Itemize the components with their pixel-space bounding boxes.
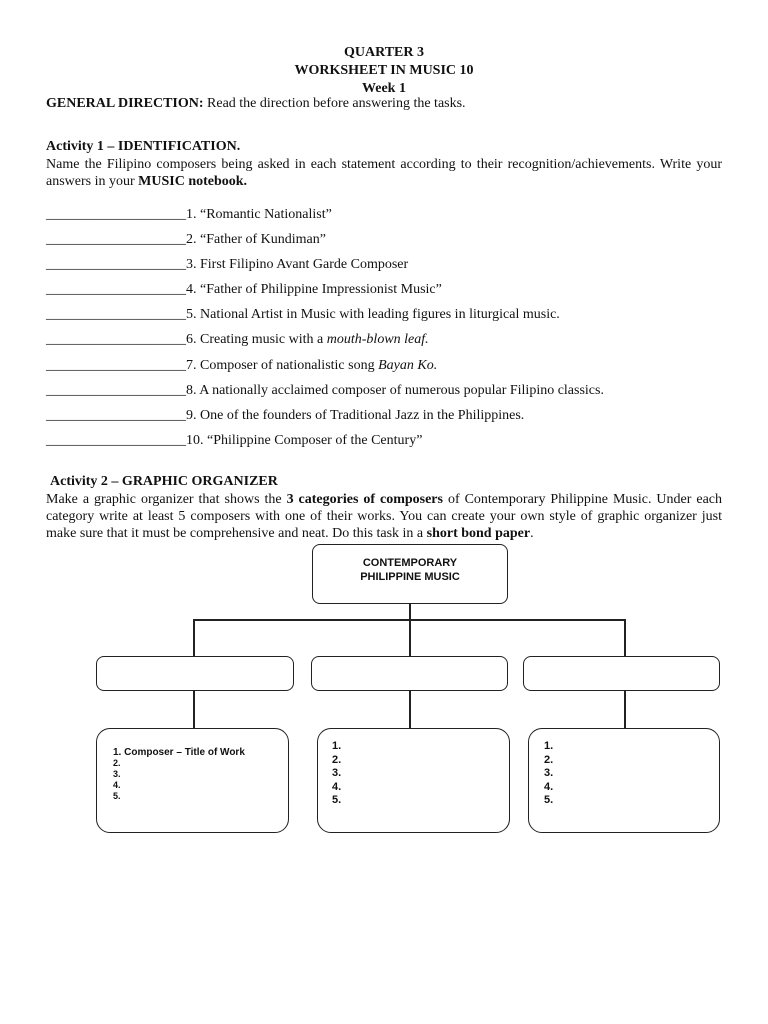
connector-line (409, 691, 411, 728)
connector-line (624, 691, 626, 728)
activity2-text-3: . (530, 526, 534, 541)
list-item: 5. (113, 791, 121, 801)
activity1-instruction-text: Name the Filipino composers being asked in each statement according to their recognition/achievements. Write your answers in your (46, 157, 722, 189)
list-item: 1. (332, 740, 342, 752)
question-text: 7. Composer of nationalistic song (186, 358, 379, 373)
activity1-title: Activity 1 – IDENTIFICATION. (46, 139, 241, 154)
list-item: 5. (332, 794, 342, 806)
connector-line (624, 619, 626, 656)
composer-list-box-right (528, 728, 720, 833)
list-item: 1. (544, 740, 554, 752)
quarter-heading: QUARTER 3 (343, 45, 424, 60)
question-text: 2. “Father of Kundiman” (186, 232, 326, 247)
composer-list-box-left (96, 728, 289, 833)
answer-blank: ____________________ (46, 408, 186, 423)
week-heading: Week 1 (362, 81, 406, 96)
answer-blank: ____________________ (46, 383, 186, 398)
question-text: 3. First Filipino Avant Garde Composer (186, 257, 409, 272)
question-text: 9. One of the founders of Traditional Jazz in the Philippines. (186, 408, 525, 423)
connector-line (193, 691, 195, 728)
list-item: 2. (544, 753, 554, 766)
connector-line (409, 619, 411, 656)
question-text: 5. National Artist in Music with leading figures in liturgical music. (186, 307, 560, 322)
answer-blank: ____________________ (46, 332, 186, 347)
question-item (46, 432, 726, 450)
composer-list-middle (332, 740, 341, 808)
list-item: 4. (332, 780, 342, 793)
list-item: 3. (332, 767, 342, 779)
list-item: 1. Composer – Title of Work (113, 747, 245, 758)
general-direction-label: GENERAL DIRECTION: (46, 96, 204, 111)
list-item: 3. (544, 767, 554, 779)
answer-blank: ____________________ (46, 433, 186, 448)
list-item: 2. (332, 753, 342, 766)
composer-list-box-middle (317, 728, 510, 833)
question-italic: mouth-blown leaf. (326, 332, 429, 347)
root-label (313, 556, 507, 584)
activity2-text-2: of Contemporary Philippine Music. Under each category write at least 5 composers with one of their works. You can create your own style of graphic organizer just make sure that it must be comprehensive and neat. Do this task in a (46, 492, 723, 541)
question-text: 10. “Philippine Composer of the Century” (186, 433, 423, 448)
answer-blank: ____________________ (46, 282, 186, 297)
activity2-bold-1: 3 categories of composers (286, 492, 443, 507)
answer-blank: ____________________ (46, 232, 186, 247)
worksheet-title: WORKSHEET IN MUSIC 10 (294, 63, 474, 78)
question-item (46, 382, 726, 400)
question-item (46, 231, 726, 249)
question-italic: Bayan Ko. (378, 358, 438, 373)
answer-blank: ____________________ (46, 207, 186, 222)
question-item (46, 357, 726, 375)
root-label-line2: PHILIPPINE MUSIC (360, 571, 460, 583)
list-item: 3. (113, 769, 121, 779)
activity2-text-1: Make a graphic organizer that shows the (46, 492, 287, 507)
connector-line (409, 604, 411, 620)
question-text: 4. “Father of Philippine Impressionist Music” (186, 282, 442, 297)
activity2-title: Activity 2 – GRAPHIC ORGANIZER (50, 474, 278, 489)
question-text: 6. Creating music with a (186, 332, 327, 347)
question-item (46, 306, 726, 324)
list-item: 5. (544, 794, 554, 806)
question-item (46, 331, 726, 349)
composer-list-right (544, 740, 553, 808)
category-box-left (96, 656, 294, 691)
root-label-line1: CONTEMPORARY (362, 557, 458, 569)
general-direction (46, 95, 722, 112)
answer-blank: ____________________ (46, 358, 186, 373)
list-item: 4. (544, 780, 554, 793)
question-item (46, 281, 726, 299)
question-item (46, 407, 726, 425)
answer-blank: ____________________ (46, 307, 186, 322)
connector-line (193, 619, 195, 656)
question-item (46, 206, 726, 224)
question-text: 1. “Romantic Nationalist” (186, 207, 332, 222)
activity2-bold-2: short bond paper (426, 526, 531, 541)
root-box (312, 544, 508, 604)
general-direction-text: Read the direction before answering the tasks. (203, 96, 466, 111)
activity1-instruction-bold: MUSIC notebook. (138, 174, 248, 189)
activity1-instruction (46, 156, 722, 190)
composer-list-left (113, 747, 245, 802)
category-box-middle (311, 656, 508, 691)
question-text: 8. A nationally acclaimed composer of numerous popular Filipino classics. (186, 383, 604, 398)
activity2-instruction (46, 491, 722, 542)
question-item (46, 256, 726, 274)
list-item: 2. (113, 758, 121, 768)
answer-blank: ____________________ (46, 257, 186, 272)
category-box-right (523, 656, 720, 691)
list-item: 4. (113, 780, 121, 790)
